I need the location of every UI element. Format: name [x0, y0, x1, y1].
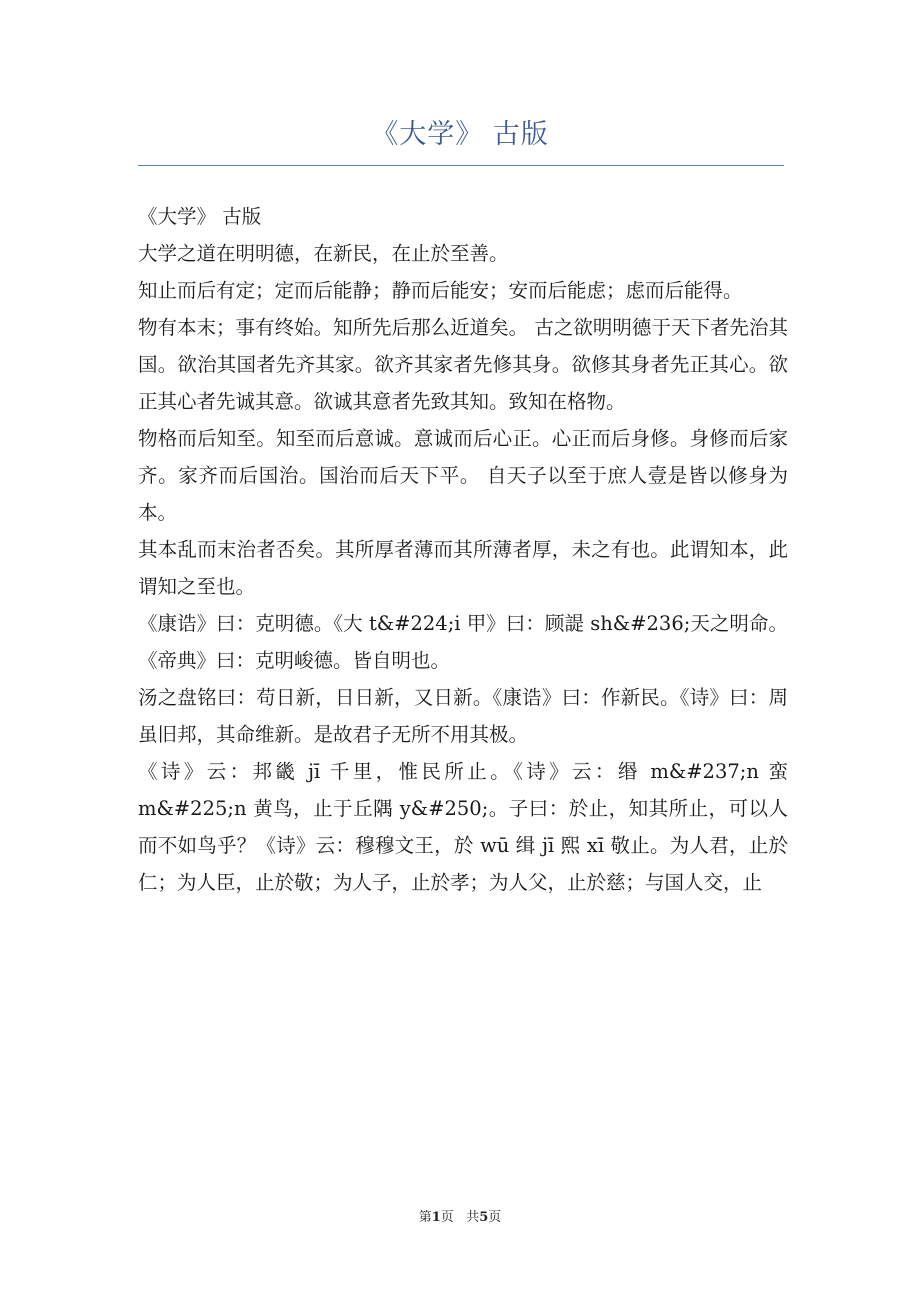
page-suffix: 页	[440, 1210, 454, 1225]
page-footer	[0, 1206, 920, 1225]
page-number: 1	[431, 1210, 441, 1225]
document-body	[138, 198, 788, 901]
total-suffix: 页	[488, 1210, 502, 1225]
total-pages: 5	[479, 1210, 489, 1225]
paragraph: 知止而后有定；定而后能静；静而后能安；安而后能虑；虑而后能得。	[138, 279, 743, 302]
paragraph: 《大学》 古版	[138, 205, 262, 228]
paragraph: 其本乱而末治者否矣。其所厚者薄而其所薄者厚，未之有也。此谓知本，此谓知之至也。	[138, 538, 788, 598]
paragraph: 物有本末；事有终始。知所先后那么近道矣。 古之欲明明德于天下者先治其国。欲治其国者先齐其家。欲齐其家者先修其身。欲修其身者先正其心。欲正其心者先诚其意。欲诚其意者先致其知。致知在格物。	[138, 316, 788, 413]
paragraph: 《诗》云：邦畿 jī 千里，惟民所止。《诗》云：缗 m&#237;n 蛮 m&#225;n 黄鸟，止于丘隅 y&#250;。子曰：於止，知其所止，可以人而不如鸟乎？《诗》云：穆穆文王，於 wū 缉 jī 熙 xī 敬止。为人君，止於仁；为人臣，止於敬；为人子，止於孝；为人父，止於慈；与国人交，止	[138, 760, 788, 894]
total-prefix: 共	[466, 1210, 480, 1225]
page-title: 《大学》 古版	[371, 119, 549, 150]
paragraph: 《康诰》曰：克明德。《大 t&#224;i 甲》曰：顾諟 sh&#236;天之明命。《帝典》曰：克明峻德。皆自明也。	[138, 612, 788, 672]
paragraph: 汤之盘铭曰：苟日新，日日新，又日新。《康诰》曰：作新民。《诗》曰：周虽旧邦，其命维新。是故君子无所不用其极。	[138, 686, 788, 746]
paragraph: 物格而后知至。知至而后意诚。意诚而后心正。心正而后身修。身修而后家齐。家齐而后国治。国治而后天下平。 自天子以至于庶人壹是皆以修身为本。	[138, 427, 788, 524]
title-divider	[138, 165, 784, 166]
page-prefix: 第	[418, 1210, 432, 1225]
paragraph: 大学之道在明明德，在新民，在止於至善。	[138, 242, 509, 265]
